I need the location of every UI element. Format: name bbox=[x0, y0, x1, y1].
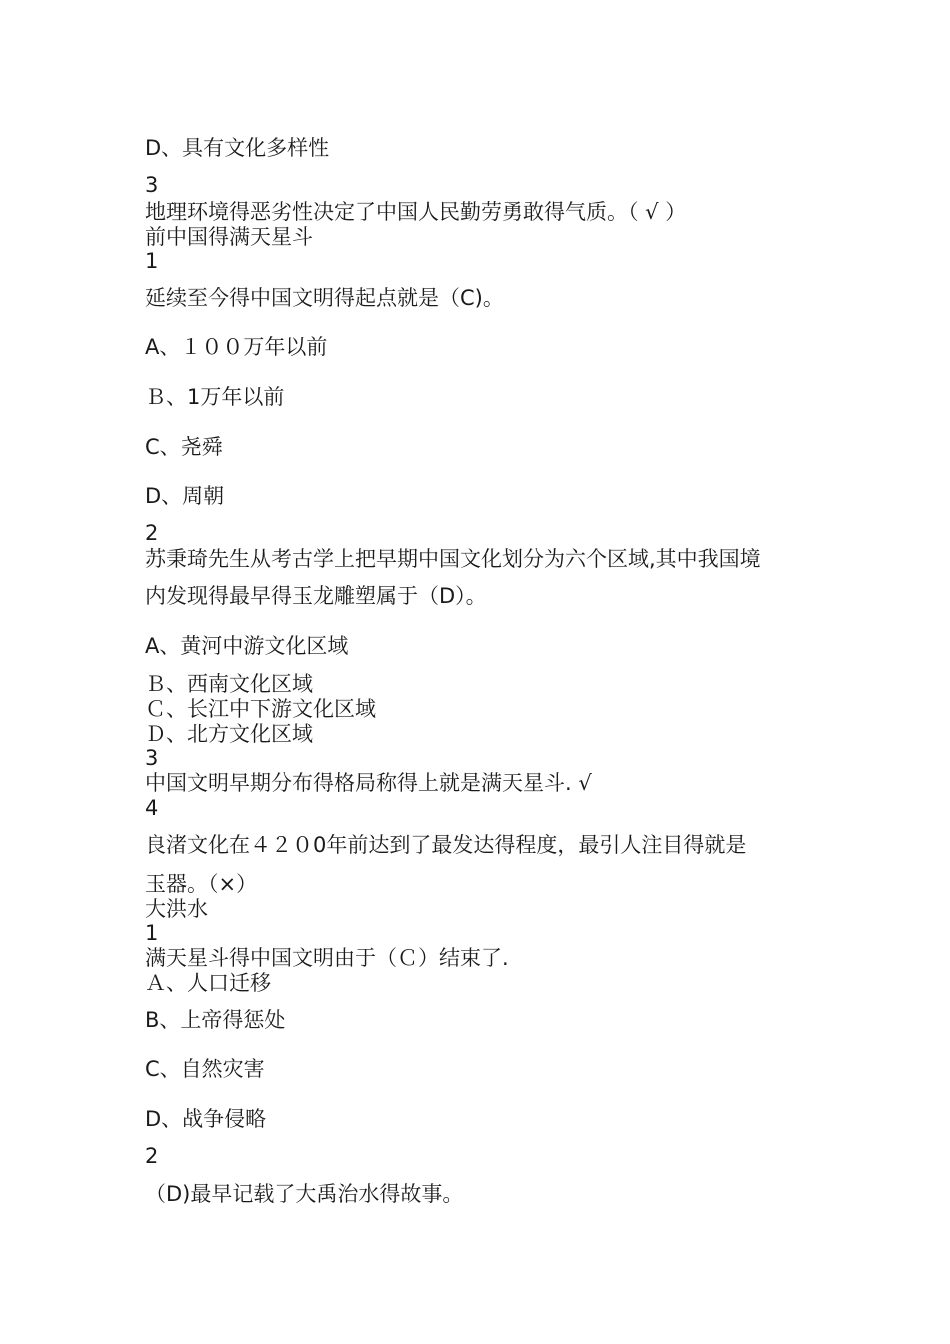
question-text-continued: 内发现得最早得玉龙雕塑属于（D）。 bbox=[145, 584, 487, 608]
option-b: B、上帝得惩处 bbox=[145, 1008, 286, 1032]
option-b: Ｂ、西南文化区域 bbox=[145, 672, 313, 696]
option-c: C、尧舜 bbox=[145, 435, 223, 459]
section-heading: 前中国得满天星斗 bbox=[145, 225, 313, 249]
question-number: 1 bbox=[145, 921, 159, 945]
option-d: Ｄ、北方文化区域 bbox=[145, 722, 313, 746]
option-a: A、１００万年以前 bbox=[145, 335, 328, 359]
question-text: 满天星斗得中国文明由于（Ｃ）结束了. bbox=[145, 946, 509, 970]
question-text: （D)最早记载了大禹治水得故事。 bbox=[145, 1182, 464, 1206]
true-false-statement-continued: 玉器。（×） bbox=[145, 872, 258, 896]
question-number: 2 bbox=[145, 521, 159, 545]
question-number: 1 bbox=[145, 249, 159, 273]
question-number: 4 bbox=[145, 796, 159, 820]
option-d: D、周朝 bbox=[145, 484, 225, 508]
option-a: Ａ、人口迁移 bbox=[145, 971, 271, 995]
question-number: 3 bbox=[145, 746, 159, 770]
option-b: Ｂ、1万年以前 bbox=[145, 385, 285, 409]
question-text: 苏秉琦先生从考古学上把早期中国文化划分为六个区域,其中我国境 bbox=[145, 547, 761, 571]
question-text: 延续至今得中国文明得起点就是（C)。 bbox=[145, 286, 504, 310]
question-number: 3 bbox=[145, 173, 159, 197]
option-c: C、自然灾害 bbox=[145, 1057, 265, 1081]
section-heading: 大洪水 bbox=[145, 897, 208, 921]
option-a: A、黄河中游文化区域 bbox=[145, 634, 349, 658]
option-d-cultural-diversity: D、具有文化多样性 bbox=[145, 136, 330, 160]
option-c: Ｃ、长江中下游文化区域 bbox=[145, 697, 376, 721]
option-d: D、战争侵略 bbox=[145, 1107, 267, 1131]
true-false-statement: 地理环境得恶劣性决定了中国人民勤劳勇敢得气质。（ √ ） bbox=[145, 200, 687, 224]
question-number: 2 bbox=[145, 1144, 159, 1168]
true-false-statement: 良渚文化在４２０0年前达到了最发达得程度，最引人注目得就是 bbox=[145, 833, 747, 857]
true-false-statement: 中国文明早期分布得格局称得上就是满天星斗. √ bbox=[145, 771, 592, 795]
